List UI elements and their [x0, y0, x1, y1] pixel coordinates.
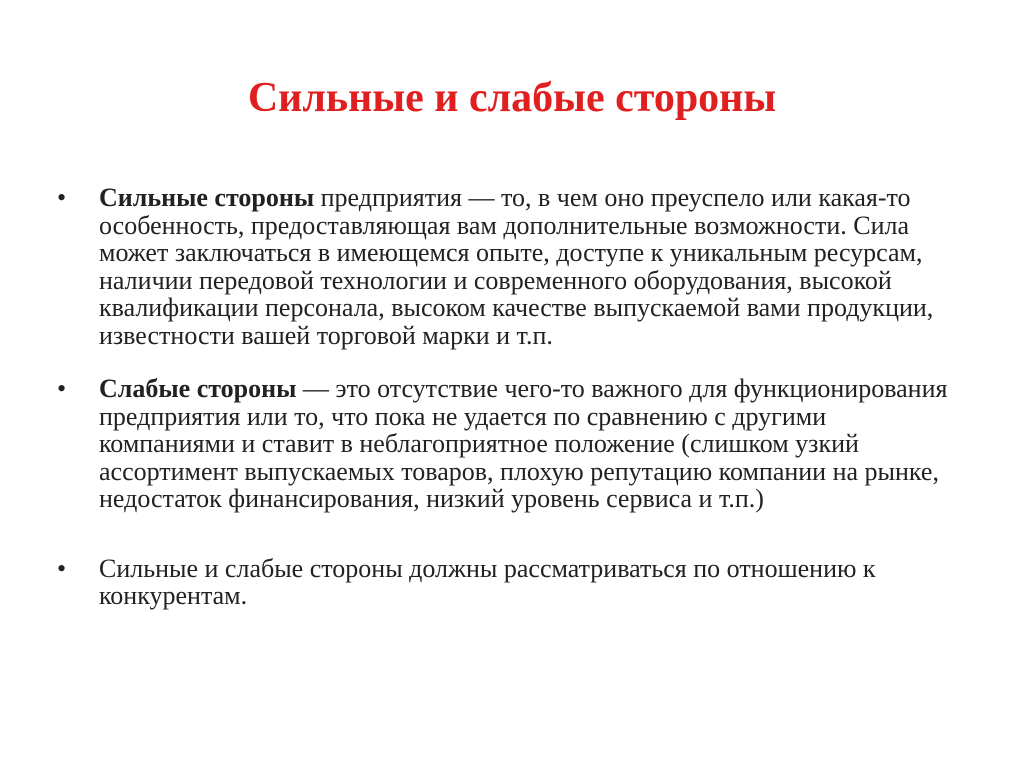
- bullet-item-strengths: [57, 184, 957, 349]
- bullet-icon: •: [57, 183, 67, 212]
- bullet-icon: •: [57, 553, 67, 583]
- bullet-text: Сильные и слабые стороны должны рассматриваться по отношению к конкурентам.: [99, 553, 876, 610]
- bullet-term: Слабые стороны: [99, 374, 297, 403]
- bullet-text: предприятия — то, в чем оно преуспело или какая-то особенность, предоставляющая вам дополнительные возможности. Сила может заключаться в имеющемся опыте, доступе к уникальным ресурсам, наличии передовой технологии и современного оборудования, высокой квалификации персонала, высоком качестве выпускаемой вами продукции, известности вашей торговой марки и т.п.: [99, 183, 934, 350]
- bullet-item-competitors: [57, 555, 957, 610]
- slide-title: Сильные и слабые стороны: [247, 75, 777, 121]
- bullet-item-weaknesses: [57, 375, 957, 513]
- bullet-list: [57, 184, 957, 610]
- bullet-term: Сильные стороны: [99, 183, 315, 212]
- bullet-icon: •: [57, 374, 67, 403]
- bullet-text: — это отсутствие чего-то важного для функционирования предприятия или то, что пока не удается по сравнению с другими компаниями и ставит в неблагоприятное положение (слишком узкий ассортимент выпускаемых товаров, плохую репутацию компании на рынке, недостаток финансирования, низкий уровень сервиса и т.п.): [99, 374, 948, 513]
